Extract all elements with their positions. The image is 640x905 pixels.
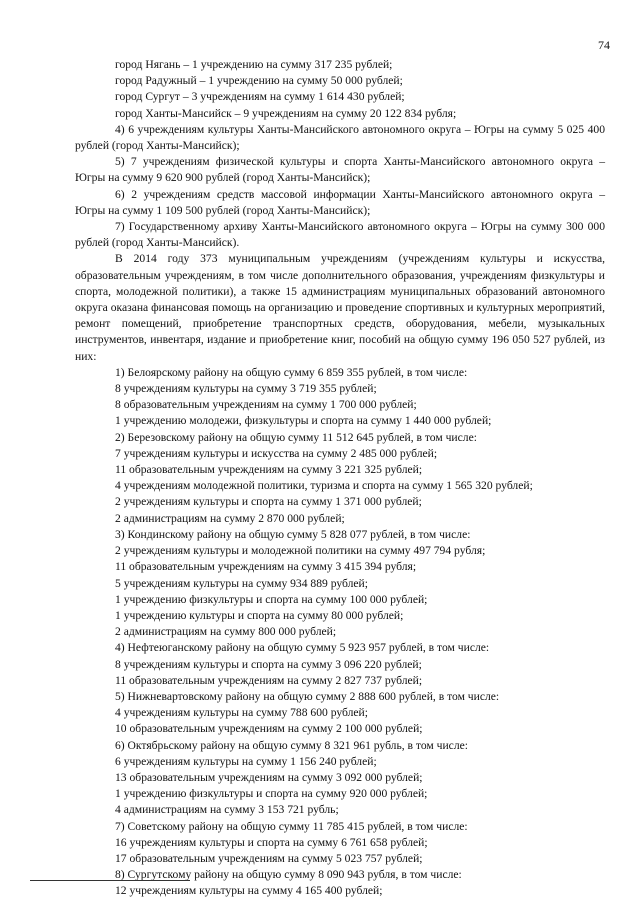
list-item: 16 учреждениям культуры и спорта на сумму 6 761 658 рублей; [115,835,428,849]
list-item: 13 образовательным учреждениям на сумму 3 092 000 рублей; [115,770,423,784]
text-line: город Ханты-Мансийск – 9 учреждениям на сумму 20 122 834 рубля; [115,106,457,120]
list-item: 2 администрациям на сумму 800 000 рублей; [115,625,337,639]
list-item: 6) Октябрьскому району на общую сумму 8 321 961 рубль, в том числе: [115,738,468,752]
footnote-divider [30,880,190,881]
list-item: 11 образовательным учреждениям на сумму 3 221 325 рублей; [115,463,423,477]
list-item: 5) Нижневартовскому району на общую сумму 2 888 600 рублей, в том числе: [115,689,500,703]
list-item: 4 учреждениям молодежной политики, туризма и спорта на сумму 1 565 320 рублей; [115,479,533,493]
list-item: 8 учреждениям культуры на сумму 3 719 355 рублей; [115,382,377,396]
list-item: 2) Березовскому району на общую сумму 11 512 645 рублей, в том числе: [115,430,477,444]
list-item: 4 администрациям на сумму 3 153 721 рубль; [115,803,339,817]
list-item: 2 учреждениям культуры и спорта на сумму 1 371 000 рублей; [115,495,422,509]
list-item: 1 учреждению физкультуры и спорта на сумму 100 000 рублей; [115,592,428,606]
list-item: 12 учреждениям культуры на сумму 4 165 400 рублей; [115,884,383,898]
list-item: 1) Белоярскому району на общую сумму 6 859 355 рублей, в том числе: [115,365,468,379]
text-line: город Сургут – 3 учреждениям на сумму 1 614 430 рублей; [115,90,405,104]
text-line: город Радужный – 1 учреждению на сумму 50 000 рублей; [115,74,403,88]
page-number: 74 [598,38,610,52]
list-item: 2 учреждениям культуры и молодежной политики на сумму 497 794 рубля; [115,544,486,558]
paragraph: 5) 7 учреждениям физической культуры и спорта Ханты-Мансийского автономного округа – Югры на сумму 9 620 900 рублей (город Ханты-Мансийск); [75,155,605,185]
paragraph: 4) 6 учреждениям культуры Ханты-Мансийского автономного округа – Югры на сумму 5 025 400 рублей (город Ханты-Мансийск); [75,122,605,153]
list-item: 17 образовательным учреждениям на сумму 5 023 757 рублей; [115,851,423,865]
paragraph: 7) Государственному архиву Ханты-Мансийского автономного округа – Югры на сумму 300 000 рублей (город Ханты-Мансийск). [75,220,605,250]
text-line: город Нягань – 1 учреждению на сумму 317 235 рублей; [115,58,393,71]
list-item: 8 образовательным учреждениям на сумму 1 700 000 рублей; [115,398,417,412]
list-item: 8) Сургутскому району на общую сумму 8 090 943 рубля, в том числе: [115,868,462,882]
list-item: 7) Советскому району на общую сумму 11 785 415 рублей, в том числе: [115,819,468,833]
list-item: 11 образовательным учреждениям на сумму 2 827 737 рублей; [115,673,423,687]
document-body [75,57,605,900]
list-item: 4) Нефтеюганскому району на общую сумму 5 923 957 рублей, в том числе: [115,641,490,655]
list-item: 1 учреждению культуры и спорта на сумму 80 000 рублей; [115,608,404,622]
list-item: 2 администрациям на сумму 2 870 000 рублей; [115,511,345,525]
list-item: 5 учреждениям культуры на сумму 934 889 рублей; [115,576,368,590]
list-item: 7 учреждениям культуры и искусства на сумму 2 485 000 рублей; [115,446,438,460]
paragraph: В 2014 году 373 муниципальным учреждениям (учреждениям культуры и искусства, образовательным учреждениям, в том числе дополнительного образования, учреждениям физкультуры и спорта, молодежной политики), а также 15 администрациям муниципальных образований автономного округа оказана финансовая помощь на организацию и проведение спортивных и культурных мероприятий, ремонт помещений, приобретение транспортных средств, оборудования, мебели, музыкальных инструментов, инвентаря, издание и приобретение книг, пособий на общую сумму 196 050 527 рублей, из них: [75,252,605,363]
paragraph: 6) 2 учреждениям средств массовой информации Ханты-Мансийского автономного округа – Югры на сумму 1 109 500 рублей (город Ханты-Мансийск); [75,187,605,217]
list-item: 6 учреждениям культуры на сумму 1 156 240 рублей; [115,754,377,768]
list-item: 8 учреждениям культуры и спорта на сумму 3 096 220 рублей; [115,657,422,671]
list-item: 1 учреждению физкультуры и спорта на сумму 920 000 рублей; [115,787,428,801]
list-item: 4 учреждениям культуры на сумму 788 600 рублей; [115,706,368,720]
list-item: 10 образовательным учреждениям на сумму 2 100 000 рублей; [115,722,423,736]
list-item: 11 образовательным учреждениям на сумму 3 415 394 рубля; [115,560,417,574]
list-item: 3) Кондинскому району на общую сумму 5 828 077 рублей, в том числе: [115,527,471,541]
list-item: 1 учреждению молодежи, физкультуры и спорта на сумму 1 440 000 рублей; [115,414,492,428]
